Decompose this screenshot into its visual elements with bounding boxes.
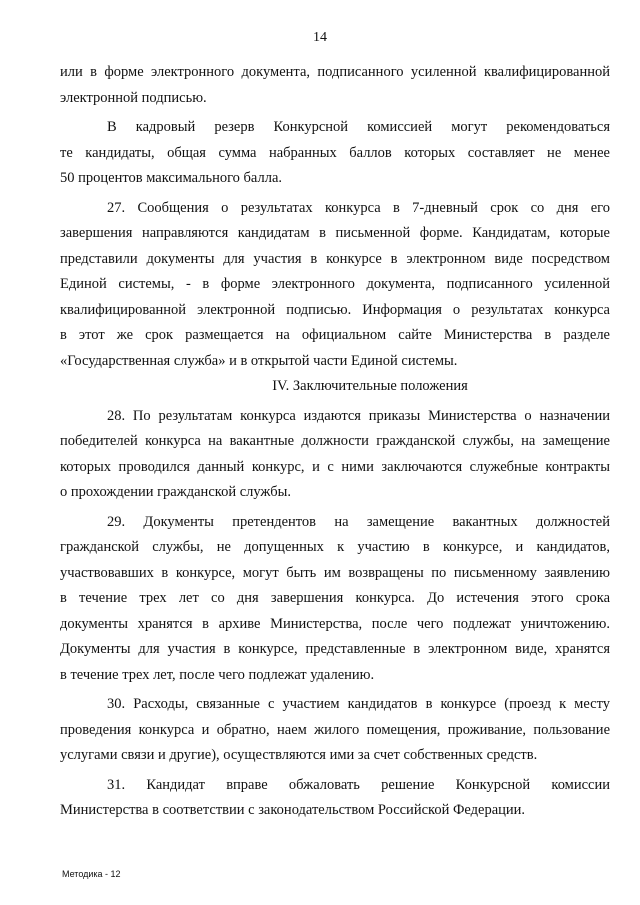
text-line: 31. Кандидат вправе обжаловать решение Конкурсной комиссии bbox=[107, 776, 610, 793]
text-line: или в форме электронного документа, подписанного усиленной квалифицированной bbox=[60, 64, 610, 80]
text-line: Единой системы, - в форме электронного документа, подписанного усиленной bbox=[60, 276, 610, 292]
text-line: в течение трех лет со дня завершения конкурса. До истечения этого срока bbox=[60, 590, 610, 606]
text-line: завершения направляются кандидатам в письменной форме. Кандидатам, которые bbox=[60, 225, 610, 241]
text-line: те кандидаты, общая сумма набранных баллов которых составляет не менее bbox=[60, 144, 610, 161]
text-line: 30. Расходы, связанные с участием кандидатов в конкурсе (проезд к месту bbox=[107, 696, 610, 712]
text-line: электронной подписью. bbox=[60, 89, 207, 106]
text-line: представили документы для участия в конкурсе в электронном виде посредством bbox=[60, 250, 610, 267]
text-line: услугами связи и другие), осуществляются ими за счет собственных средств. bbox=[60, 747, 538, 763]
text-line: 28. По результатам конкурса издаются приказы Министерства о назначении bbox=[107, 407, 610, 424]
section-heading: IV. Заключительные положения bbox=[272, 378, 468, 394]
footer-doc-label: Методика - 12 bbox=[62, 869, 121, 879]
text-line: 50 процентов максимального балла. bbox=[60, 170, 283, 186]
text-line: документы хранятся в архиве Министерства, после чего подлежат уничтожению. bbox=[60, 615, 610, 632]
text-line: 27. Сообщения о результатах конкурса в 7-дневный срок со дня его bbox=[107, 199, 610, 216]
text-line: участвовавших в конкурсе, могут быть им возвращены по письменному заявлению bbox=[60, 564, 610, 581]
text-line: победителей конкурса на вакантные должности гражданской службы, на замещение bbox=[60, 433, 610, 449]
text-line: В кадровый резерв Конкурсной комиссией могут рекомендоваться bbox=[107, 119, 610, 135]
text-line: Документы для участия в конкурсе, представленные в электронном виде, хранятся bbox=[60, 641, 610, 657]
page-number: 14 bbox=[313, 30, 327, 45]
text-line: Министерства в соответствии с законодательством Российской Федерации. bbox=[60, 802, 526, 818]
text-line: проведения конкурса и обратно, наем жилого помещения, проживание, пользование bbox=[60, 721, 610, 738]
text-line: которых проводился данный конкурс, и с ними заключаются служебные контракты bbox=[60, 458, 610, 475]
text-line: гражданской службы, не допущенных к участию в конкурсе, и кандидатов, bbox=[60, 539, 610, 555]
text-line: в течение трех лет, после чего подлежат удалению. bbox=[60, 666, 375, 683]
text-line: в этот же срок размещается на официальном сайте Министерства в разделе bbox=[60, 327, 610, 343]
text-line: о прохождении гражданской службы. bbox=[60, 484, 292, 500]
text-line: «Государственная служба» и в открытой части Единой системы. bbox=[60, 352, 458, 369]
text-line: 29. Документы претендентов на замещение вакантных должностей bbox=[107, 513, 610, 530]
document-body bbox=[60, 60, 610, 824]
text-line: квалифицированной электронной подписью. Информация о результатах конкурса bbox=[60, 301, 610, 318]
